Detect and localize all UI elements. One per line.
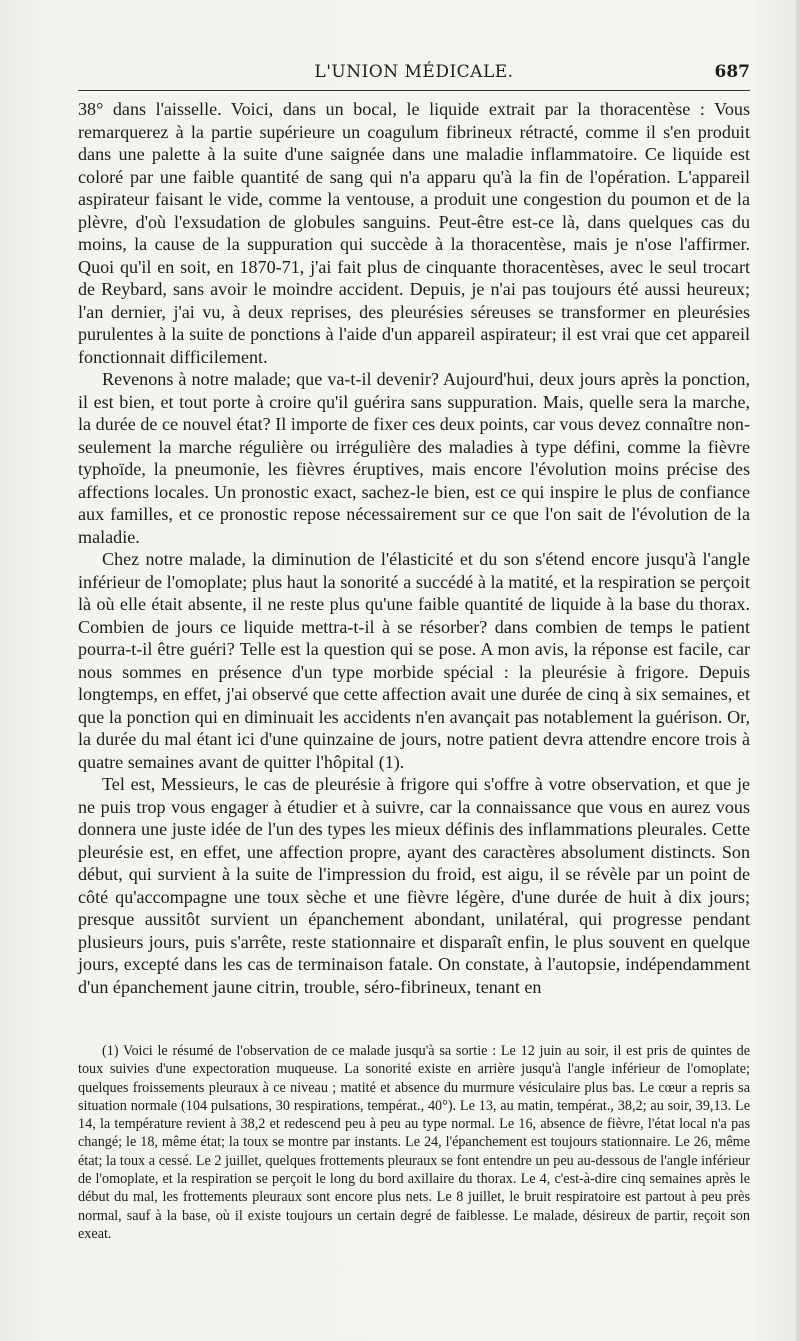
running-title: L'UNION MÉDICALE. xyxy=(314,62,514,82)
page-number: 687 xyxy=(714,62,750,82)
header-rule xyxy=(78,90,750,91)
paragraph: Chez notre malade, la diminution de l'élasticité et du son s'étend encore jusqu'à l'angle inférieur de l'omoplate; plus haut la sonorité a succédé à la matité, et la respiration se perçoit là où elle était absente, il ne reste plus qu'une faible quantité de liquide à la base du thorax. Combien de jours ce liquide mettra-t-il à se résorber? dans combien de temps le patient pourra-t-il être guéri? Telle est la question qui se pose. A mon avis, la réponse est facile, car nous sommes en présence d'un type morbide spécial : la pleurésie à frigore. Depuis longtemps, en effet, j'ai observé que cette affection avait une durée de cinq à six semaines, et que la ponction qui en diminuait les accidents n'en avançait pas notablement la guérison. Or, la durée du mal étant ici d'une quinzaine de jours, notre patient devra attendre encore trois à quatre semaines avant de quitter l'hôpital (1). xyxy=(78,549,750,772)
paragraph: Tel est, Messieurs, le cas de pleurésie à frigore qui s'offre à votre observation, et que je ne puis trop vous engager à étudier et à suivre, car la connaissance que vous en aurez vous donnera une juste idée de l'un des types les mieux définis des inflammations pleurales. Cette pleurésie est, en effet, une affection propre, ayant des caractères absolument distincts. Son début, qui survient à la suite de l'impression du froid, est aigu, il se révèle par un point de côté qu'accompagne une toux sèche et une fièvre légère, d'une durée de huit à dix jours; presque aussitôt survient un épanchement abondant, unilatéral, qui progresse pendant plusieurs jours, puis s'arrête, reste stationnaire et disparaît enfin, le plus souvent en quelque jours, excepté dans les cas de terminaison fatale. On constate, à l'autopsie, indépendamment d'un épanchement jaune citrin, trouble, séro-fibrineux, tenant en xyxy=(78,774,750,997)
footnote-text: (1) Voici le résumé de l'observation de ce malade jusqu'à sa sortie : Le 12 juin au soir, il est pris de quintes de toux suivies d'une expectoration muqueuse. La sonorité existe en arrière jusqu'à l'angle inférieur de l'omoplate; quelques froissements pleuraux à ce niveau ; matité et absence du murmure vésiculaire plus bas. Le cœur a repris sa situation normale (104 pulsations, 30 respirations, températ., 40°). Le 13, au matin, températ., 38,2; au soir, 39,13. Le 14, la température revient à 38,2 et redescend peu à peu au type normal. Le 16, absence de fièvre, l'état local n'a pas changé; le 18, même état; la toux se montre par instants. Le 24, l'épanchement est toujours stationnaire. Le 26, même état; la toux a cessé. Le 2 juillet, quelques frottements pleuraux se font entendre un peu au-dessous de l'angle inférieur de l'omoplate, et la respiration se perçoit le long du bord axillaire du thorax. Le 4, c'est-à-dire cinq semaines après le début du mal, les frottements pleuraux sont encore plus nets. Le 8 juillet, le bruit respiratoire est partout à peu près normal, sauf à la base, où il existe toujours un certain degré de faiblesse. Le malade, désireux de partir, reçoit son exeat. xyxy=(78,1043,750,1242)
paragraph: Revenons à notre malade; que va-t-il devenir? Aujourd'hui, deux jours après la ponction, il est bien, et tout porte à croire qu'il guérira sans suppuration. Mais, quelle sera la marche, la durée de ce nouvel état? Il importe de fixer ces deux points, car vous devez connaître non-seulement la marche régulière ou irrégulière des maladies à type défini, comme la fièvre typhoïde, la pneumonie, les fièvres éruptives, mais encore l'évolution moins précise des affections locales. Un pronostic exact, sachez-le bien, est ce qui inspire le plus de confiance aux familles, et ce pronostic repose nécessairement sur ce que l'on sait de l'évolution de la maladie. xyxy=(78,369,750,547)
main-text xyxy=(78,98,750,998)
page-header xyxy=(78,62,750,88)
paragraph: 38° dans l'aisselle. Voici, dans un bocal, le liquide extrait par la thoracentèse : Vous remarquerez à la partie supérieure un coagulum fibrineux rétracté, comme il s'en produit dans une palette à la suite d'une saignée dans une maladie inflammatoire. Ce liquide est coloré par une faible quantité de sang qui n'a apparu qu'à la fin de l'opération. L'appareil aspirateur faisant le vide, comme la ventouse, a produit une congestion du poumon et de la plèvre, d'où l'exsudation de globules sanguins. Peut-être est-ce là, dans quelques cas du moins, la cause de la suppuration qui succède à la thoracentèse, mais je n'ose l'affirmer. Quoi qu'il en soit, en 1870-71, j'ai fait plus de cinquante thoracentèses, avec le seul trocart de Reybard, sans avoir le moindre accident. Depuis, je n'ai pas toujours été aussi heureux; l'an dernier, j'ai vu, à deux reprises, des pleurésies séreuses se transformer en pleurésies purulentes à la suite de ponctions à l'aide d'un appareil aspirateur; il est vrai que cet appareil fonctionnait difficilement. xyxy=(78,99,750,367)
footnote xyxy=(78,1042,750,1243)
page-edge xyxy=(796,0,800,1341)
